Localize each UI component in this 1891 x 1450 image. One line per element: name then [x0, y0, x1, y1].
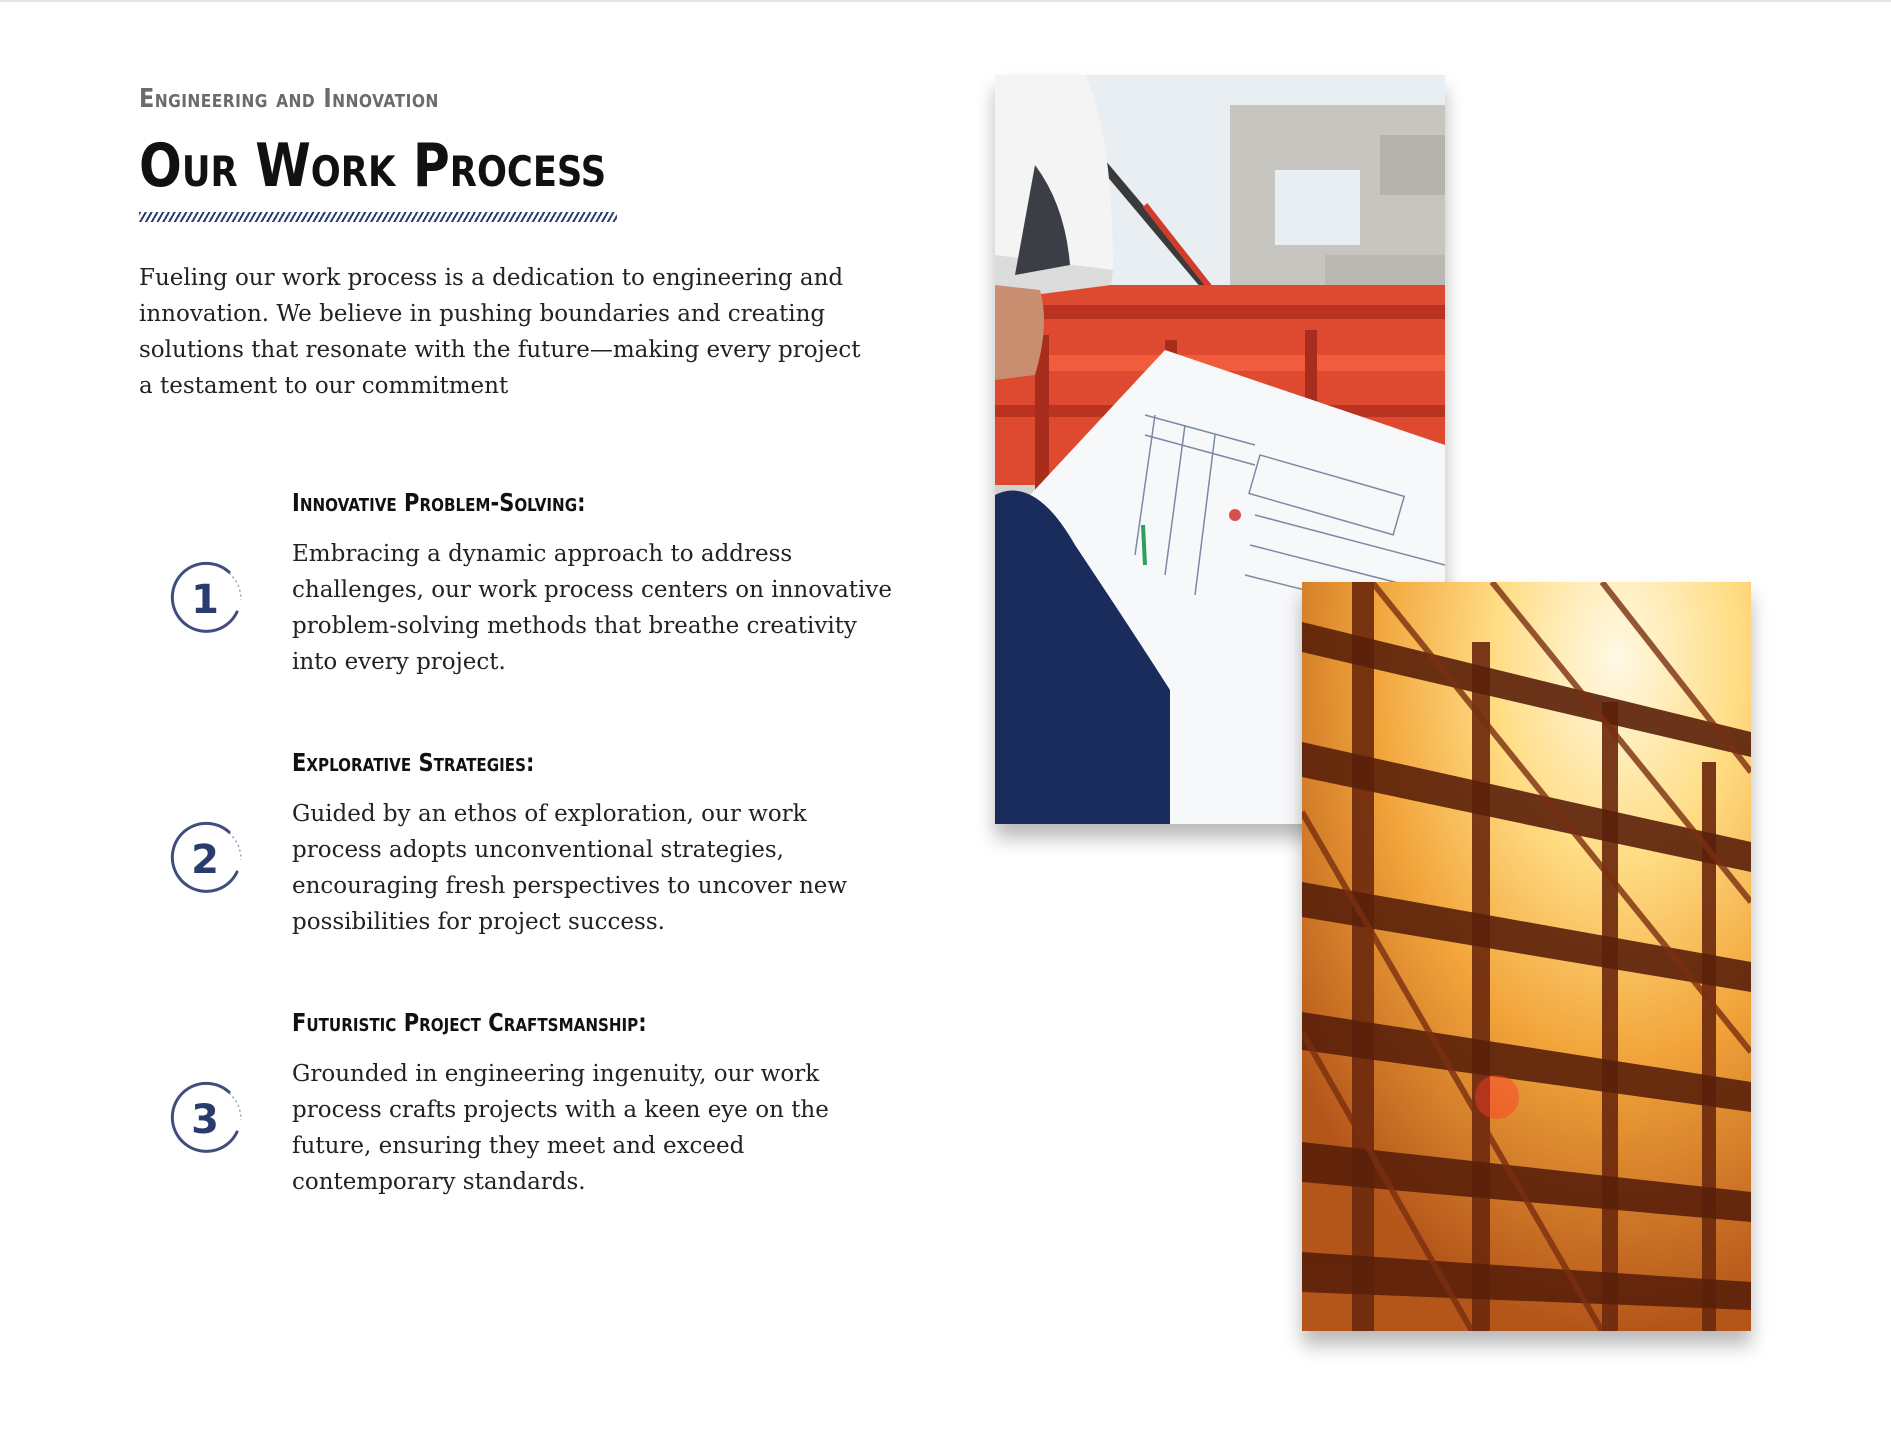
- step-number-badge: [165, 820, 245, 900]
- process-steps: [139, 488, 899, 1268]
- section-eyebrow: Engineering and Innovation: [139, 84, 439, 114]
- section-title: Our Work Process: [139, 131, 607, 201]
- process-step: [139, 488, 899, 748]
- steel-frame-sunset-photo: [1302, 582, 1751, 1331]
- step-title: Innovative Problem-Solving:: [292, 488, 586, 517]
- step-number: 1: [191, 577, 219, 623]
- step-number: 2: [191, 837, 219, 883]
- process-step: [139, 1008, 899, 1268]
- step-description: Embracing a dynamic approach to address challenges, our work process centers on innovative problem-solving methods that breathe creativity into every project.: [292, 541, 892, 675]
- step-description: Guided by an ethos of exploration, our work process adopts unconventional strategies, encouraging fresh perspectives to uncover new possibilities for project success.: [292, 801, 848, 935]
- section-intro: Fueling our work process is a dedication to engineering and innovation. We believe in pushing boundaries and creating solutions that resonate with the future—making every project a testament to our commitment: [139, 265, 861, 399]
- top-divider: [0, 0, 1891, 2]
- step-number: 3: [191, 1097, 219, 1143]
- step-number-badge: [165, 1080, 245, 1160]
- process-step: [139, 748, 899, 1008]
- step-title: Explorative Strategies:: [292, 748, 535, 777]
- step-number-badge: [165, 560, 245, 640]
- step-title: Futuristic Project Craftsmanship:: [292, 1008, 647, 1037]
- title-underline-decoration: [139, 212, 617, 222]
- step-description: Grounded in engineering ingenuity, our work process crafts projects with a keen eye on the future, ensuring they meet and exceed contemporary standards.: [292, 1061, 829, 1195]
